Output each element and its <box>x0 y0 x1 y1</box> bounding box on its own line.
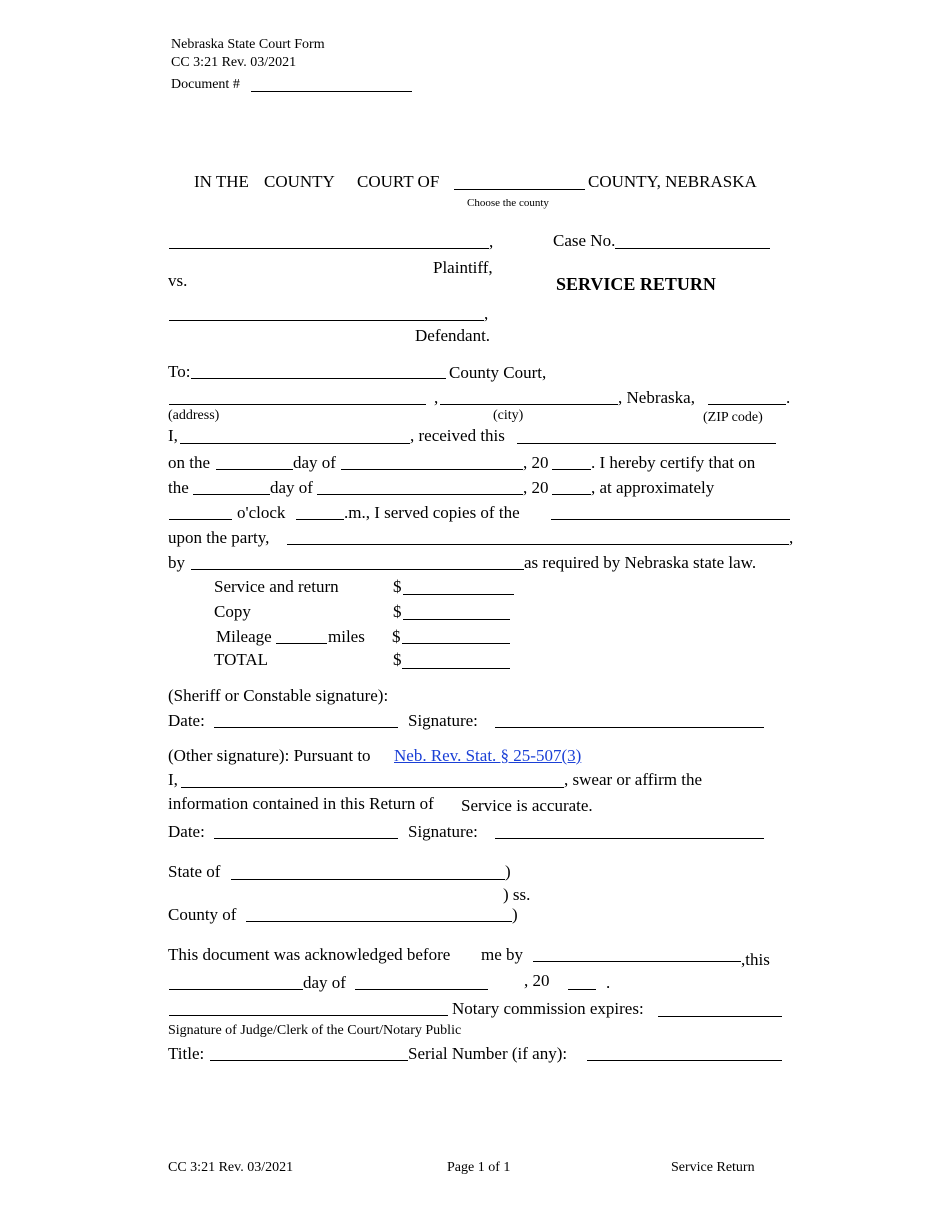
other-signer-name-field[interactable] <box>181 787 564 788</box>
fee-mileage-dollar: $ <box>392 627 401 646</box>
acknowledged-label: This document was acknowledged before <box>168 945 451 964</box>
form-revision: CC 3:21 Rev. 03/2021 <box>171 55 297 70</box>
sheriff-signature-label: (Sheriff or Constable signature): <box>168 686 389 705</box>
the-label: the <box>168 478 189 497</box>
this-label: ,this <box>741 950 770 969</box>
fee-total-field[interactable] <box>402 668 510 669</box>
served-day-of-label: day of <box>270 478 313 497</box>
footer-form-name: Service Return <box>671 1160 755 1175</box>
city-field[interactable] <box>440 404 618 405</box>
plaintiff-name-field[interactable] <box>169 248 489 249</box>
certify-label: . I hereby certify that on <box>591 453 756 472</box>
notary-county-field[interactable] <box>246 921 512 922</box>
state-paren: ) <box>505 862 511 881</box>
ack-year-prefix: , 20 <box>524 971 550 990</box>
fee-mileage-label: Mileage <box>216 627 272 646</box>
me-by-label: me by <box>481 945 524 964</box>
statute-link[interactable]: Neb. Rev. Stat. § 25-507(3) <box>394 746 582 765</box>
document-received-field[interactable] <box>517 443 776 444</box>
other-date-field[interactable] <box>214 838 398 839</box>
fee-service-return-field[interactable] <box>403 594 514 595</box>
mileage-miles-field[interactable] <box>276 643 327 644</box>
other-signature-field[interactable] <box>495 838 764 839</box>
upon-party-comma: , <box>789 528 794 547</box>
title-field[interactable] <box>210 1060 408 1061</box>
other-date-label: Date: <box>168 822 205 841</box>
fee-service-return-label: Service and return <box>214 577 339 596</box>
acknowledged-by-field[interactable] <box>533 961 741 962</box>
court-in-the: IN THE <box>194 172 249 191</box>
plaintiff-comma: , <box>489 232 494 251</box>
commission-expires-label: Notary commission expires: <box>452 999 644 1018</box>
i-label: I, <box>168 426 178 445</box>
defendant-label: Defendant. <box>415 326 491 345</box>
choose-county-caption: Choose the county <box>467 197 549 209</box>
zip-code-caption: (ZIP code) <box>703 410 763 425</box>
city-caption: (city) <box>493 408 524 423</box>
address-comma: , <box>434 388 439 407</box>
as-required-label: as required by Nebraska state law. <box>524 553 757 572</box>
acknowledged-year-field[interactable] <box>568 989 596 990</box>
serial-number-label: Serial Number (if any): <box>408 1044 568 1063</box>
case-number-label: Case No. <box>553 231 616 250</box>
fee-mileage-field[interactable] <box>402 643 510 644</box>
plaintiff-label: Plaintiff, <box>433 258 493 277</box>
serial-number-field[interactable] <box>587 1060 782 1061</box>
received-month-field[interactable] <box>341 469 523 470</box>
hour-field[interactable] <box>169 519 232 520</box>
commission-expires-field[interactable] <box>658 1016 782 1017</box>
footer-form-revision: CC 3:21 Rev. 03/2021 <box>168 1160 294 1175</box>
address-caption: (address) <box>168 408 220 423</box>
versus-label: vs. <box>168 271 188 290</box>
served-month-field[interactable] <box>317 494 523 495</box>
document-number-label: Document # <box>171 77 240 92</box>
by-label: by <box>168 553 185 572</box>
case-number-field[interactable] <box>615 248 770 249</box>
defendant-name-field[interactable] <box>169 320 484 321</box>
served-day-field[interactable] <box>193 494 270 495</box>
state-field[interactable] <box>231 879 505 880</box>
ack-period: . <box>606 973 611 992</box>
served-year-prefix: , 20 <box>523 478 549 497</box>
title-label: Title: <box>168 1044 205 1063</box>
service-method-field[interactable] <box>191 569 524 570</box>
fee-total-dollar: $ <box>393 650 402 669</box>
zip-period: . <box>786 388 791 407</box>
county-select-field[interactable] <box>454 189 585 190</box>
to-label: To: <box>168 362 191 381</box>
other-signature-field-label: Signature: <box>408 822 478 841</box>
county-paren: ) <box>512 905 518 924</box>
service-accurate-label: Service is accurate. <box>461 796 593 815</box>
fee-service-dollar: $ <box>393 577 402 596</box>
signature-caption: Signature of Judge/Clerk of the Court/Notary Public <box>168 1023 462 1038</box>
county-nebraska-label: COUNTY, NEBRASKA <box>588 172 757 191</box>
address-field[interactable] <box>169 404 426 405</box>
sheriff-date-field[interactable] <box>214 727 398 728</box>
fee-miles-label: miles <box>328 627 365 646</box>
state-of-label: State of <box>168 862 221 881</box>
form-name: Nebraska State Court Form <box>171 37 325 52</box>
document-title: SERVICE RETURN <box>556 274 716 294</box>
information-contained-label: information contained in this Return of <box>168 794 434 813</box>
acknowledged-month-field[interactable] <box>355 989 488 990</box>
on-the-label: on the <box>168 453 211 472</box>
sheriff-signature-field[interactable] <box>495 727 764 728</box>
received-year-prefix: , 20 <box>523 453 549 472</box>
sheriff-signature-field-label: Signature: <box>408 711 478 730</box>
fee-copy-field[interactable] <box>403 619 510 620</box>
other-i-label: I, <box>168 770 178 789</box>
fee-total-label: TOTAL <box>214 650 269 669</box>
notary-signature-field[interactable] <box>169 1015 448 1016</box>
ss-label: ) ss. <box>503 885 531 904</box>
other-signature-label: (Other signature): Pursuant to <box>168 746 371 765</box>
court-type-select[interactable]: COUNTY <box>264 172 335 191</box>
served-year-field[interactable] <box>552 494 591 495</box>
county-court-field[interactable] <box>191 378 446 379</box>
served-copies-label: .m., I served copies of the <box>344 503 520 522</box>
received-this-label: , received this <box>410 426 505 445</box>
server-name-field[interactable] <box>180 443 410 444</box>
oclock-label: o'clock <box>237 503 286 522</box>
received-day-field[interactable] <box>216 469 293 470</box>
am-pm-field[interactable] <box>296 519 344 520</box>
received-day-of-label: day of <box>293 453 336 472</box>
document-number-field[interactable] <box>251 91 412 92</box>
court-of-label: COURT OF <box>357 172 440 191</box>
county-of-label: County of <box>168 905 237 924</box>
approximately-label: , at approximately <box>591 478 715 497</box>
received-year-field[interactable] <box>552 469 591 470</box>
zip-code-field[interactable] <box>708 404 786 405</box>
county-court-label: County Court, <box>449 363 547 382</box>
documents-served-field[interactable] <box>551 519 790 520</box>
fee-copy-label: Copy <box>214 602 251 621</box>
fee-copy-dollar: $ <box>393 602 402 621</box>
ack-day-of-label: day of <box>303 973 346 992</box>
sheriff-date-label: Date: <box>168 711 205 730</box>
upon-party-label: upon the party, <box>168 528 270 547</box>
party-served-field[interactable] <box>287 544 789 545</box>
acknowledged-day-field[interactable] <box>169 989 303 990</box>
defendant-comma: , <box>484 304 489 323</box>
nebraska-label: , Nebraska, <box>618 388 695 407</box>
footer-page-number: Page 1 of 1 <box>447 1160 511 1175</box>
swear-affirm-label: , swear or affirm the <box>564 770 702 789</box>
